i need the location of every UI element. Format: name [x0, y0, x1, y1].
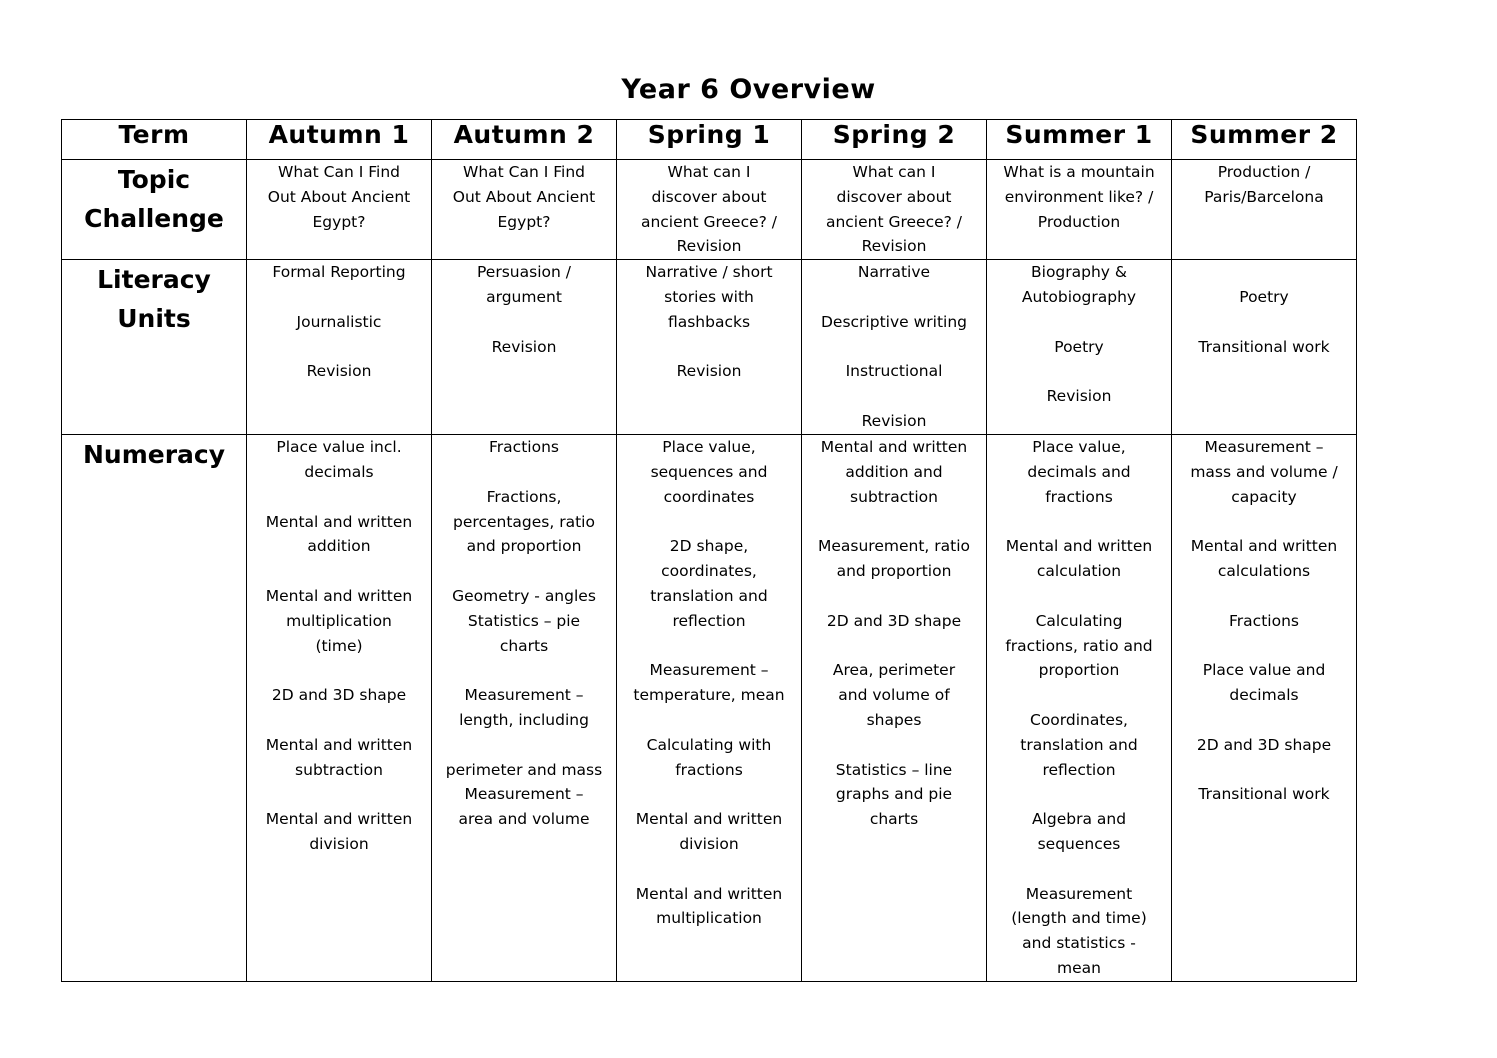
- cell-line: [432, 559, 616, 584]
- cell-line: Place value,: [1032, 438, 1126, 457]
- cell-line: Transitional work: [1198, 785, 1330, 804]
- cell-line: addition and: [845, 462, 943, 481]
- cell-line: ancient Greece? /: [640, 212, 778, 231]
- cell-line: [802, 335, 986, 360]
- cell-topic-challenge-spring-2: [802, 160, 987, 260]
- cell-numeracy-autumn-1: [247, 435, 432, 982]
- cell-line: Mental and written: [265, 810, 413, 829]
- cell-line: charts: [869, 810, 919, 829]
- cell-line: addition: [307, 537, 371, 556]
- cell-line: translation and: [650, 586, 768, 605]
- cell-line: Measurement: [1025, 884, 1133, 903]
- cell-numeracy-spring-1: [617, 435, 802, 982]
- cell-line: coordinates,: [661, 562, 757, 581]
- cell-line: Paris/Barcelona: [1204, 187, 1324, 206]
- cell-line: Measurement, ratio: [817, 537, 970, 556]
- cell-line: (length and time): [1011, 909, 1147, 928]
- cell-line: [617, 510, 801, 535]
- cell-line: percentages, ratio: [453, 512, 595, 531]
- cell-line: [802, 384, 986, 409]
- cell-line: Place value,: [662, 438, 756, 457]
- cell-line: [1172, 758, 1356, 783]
- cell-literacy-units-autumn-2: [432, 260, 617, 435]
- cell-line: Production: [1037, 212, 1121, 231]
- cell-line: What is a mountain: [1003, 163, 1155, 181]
- cell-topic-challenge-summer-1: [987, 160, 1172, 260]
- cell-line: discover about: [836, 187, 952, 206]
- cell-line: Statistics – pie: [467, 611, 581, 630]
- cell-line: fractions: [675, 760, 743, 779]
- cell-line: fractions, ratio and: [1005, 636, 1153, 655]
- cell-numeracy-summer-1: [987, 435, 1172, 982]
- cell-line: 2D and 3D shape: [826, 611, 962, 630]
- cell-line: mean: [1057, 958, 1101, 977]
- cell-line: subtraction: [295, 760, 383, 779]
- cell-line: Place value incl.: [276, 438, 402, 457]
- cell-line: [247, 559, 431, 584]
- cell-line: Formal Reporting: [272, 263, 406, 282]
- cell-line: What Can I Find: [278, 163, 400, 181]
- cell-line: [247, 485, 431, 510]
- cell-line: [617, 782, 801, 807]
- cell-line: and volume of: [838, 686, 950, 705]
- cell-line: division: [309, 834, 369, 853]
- cell-line: Fractions: [489, 438, 559, 457]
- cell-line: Revision: [1046, 387, 1112, 406]
- cell-line: Measurement –: [649, 661, 769, 680]
- cell-line: Egypt?: [312, 212, 366, 231]
- cell-line: multiplication: [656, 909, 762, 928]
- cell-line: Fractions,: [486, 487, 562, 506]
- cell-line: Instructional: [845, 362, 943, 381]
- cell-line: [432, 733, 616, 758]
- cell-line: Calculating: [1035, 611, 1123, 630]
- cell-numeracy-spring-2: [802, 435, 987, 982]
- cell-line: (time): [315, 636, 363, 655]
- cell-line: [247, 708, 431, 733]
- cell-line: Mental and written: [265, 586, 413, 605]
- cell-line: What can I: [852, 163, 936, 181]
- cell-line: [617, 335, 801, 360]
- cell-line: Measurement –: [1204, 438, 1324, 457]
- row-label-numeracy: [62, 435, 247, 982]
- cell-line: [802, 510, 986, 535]
- column-header-autumn-2: Autumn 2: [432, 120, 617, 160]
- cell-line: coordinates: [663, 487, 755, 506]
- cell-line: Narrative: [857, 263, 931, 282]
- header-row: [62, 120, 1357, 160]
- cell-line: Out About Ancient: [267, 187, 411, 206]
- cell-literacy-units-spring-1: [617, 260, 802, 435]
- cell-line: Poetry: [1054, 337, 1104, 356]
- cell-line: [247, 285, 431, 310]
- page-title: Year 6 Overview: [621, 74, 876, 105]
- row-label-line: Literacy: [97, 265, 211, 295]
- cell-line: graphs and pie: [835, 785, 953, 804]
- cell-line: Algebra and: [1031, 810, 1127, 829]
- cell-line: Persuasion /: [477, 263, 571, 282]
- cell-line: 2D shape,: [669, 537, 749, 556]
- cell-line: Mental and written: [265, 735, 413, 754]
- cell-line: [432, 460, 616, 485]
- cell-line: ancient Greece? /: [825, 212, 963, 231]
- cell-line: calculation: [1036, 562, 1122, 581]
- cell-line: [247, 782, 431, 807]
- cell-line: decimals: [304, 462, 374, 481]
- cell-line: decimals: [1229, 686, 1299, 705]
- cell-line: Statistics – line: [835, 760, 953, 779]
- row-label-topic-challenge: [62, 160, 247, 260]
- cell-line: Revision: [861, 411, 927, 430]
- cell-line: Area, perimeter: [832, 661, 956, 680]
- row-label-line: Numeracy: [82, 440, 226, 470]
- cell-line: Egypt?: [497, 212, 551, 231]
- cell-line: [247, 658, 431, 683]
- cell-line: mass and volume /: [1190, 462, 1338, 481]
- cell-line: [802, 584, 986, 609]
- cell-line: subtraction: [850, 487, 938, 506]
- cell-line: Revision: [306, 362, 372, 381]
- cell-line: [432, 658, 616, 683]
- cell-line: [987, 782, 1171, 807]
- cell-line: [1172, 310, 1356, 335]
- row-numeracy: [62, 435, 1357, 982]
- cell-line: and proportion: [836, 562, 952, 581]
- cell-line: [617, 857, 801, 882]
- cell-line: environment like? /: [1004, 187, 1154, 206]
- cell-line: What can I: [667, 163, 751, 181]
- cell-line: Transitional work: [1198, 337, 1330, 356]
- cell-line: fractions: [1045, 487, 1113, 506]
- column-header-autumn-1: Autumn 1: [247, 120, 432, 160]
- cell-topic-challenge-autumn-2: [432, 160, 617, 260]
- cell-line: Calculating with: [646, 735, 772, 754]
- cell-line: Production /: [1217, 163, 1311, 181]
- cell-line: shapes: [866, 710, 922, 729]
- cell-line: [432, 310, 616, 335]
- cell-line: and proportion: [466, 537, 582, 556]
- column-header-spring-2: Spring 2: [802, 120, 987, 160]
- column-header-summer-1: Summer 1: [987, 120, 1172, 160]
- cell-line: translation and: [1020, 735, 1138, 754]
- term-header: Term: [62, 120, 247, 160]
- cell-line: Revision: [676, 237, 742, 256]
- cell-topic-challenge-summer-2: [1172, 160, 1357, 260]
- cell-line: [1172, 260, 1356, 285]
- cell-line: length, including: [459, 710, 589, 729]
- cell-literacy-units-summer-1: [987, 260, 1172, 435]
- cell-line: Biography &: [1031, 263, 1127, 282]
- cell-line: Revision: [676, 362, 742, 381]
- cell-line: [1172, 634, 1356, 659]
- cell-line: Mental and written: [635, 884, 783, 903]
- cell-line: perimeter and mass: [445, 760, 603, 779]
- cell-line: decimals and: [1027, 462, 1131, 481]
- cell-line: Coordinates,: [1030, 710, 1128, 729]
- cell-line: flashbacks: [667, 312, 751, 331]
- cell-line: [987, 857, 1171, 882]
- cell-line: Mental and written: [1005, 537, 1153, 556]
- row-label-line: Topic: [117, 165, 191, 194]
- cell-line: Journalistic: [296, 312, 382, 331]
- cell-literacy-units-summer-2: [1172, 260, 1357, 435]
- cell-line: Descriptive writing: [820, 312, 967, 331]
- cell-line: Poetry: [1239, 287, 1289, 306]
- cell-line: [617, 634, 801, 659]
- cell-line: Revision: [861, 237, 927, 256]
- cell-line: [987, 584, 1171, 609]
- cell-line: Out About Ancient: [452, 187, 596, 206]
- cell-line: 2D and 3D shape: [271, 686, 407, 705]
- cell-line: Geometry - angles: [452, 586, 596, 605]
- overview-table: [61, 119, 1357, 982]
- cell-line: Mental and written: [820, 438, 968, 457]
- cell-line: [987, 510, 1171, 535]
- row-label-line: Units: [117, 304, 191, 334]
- cell-line: division: [679, 834, 739, 853]
- row-literacy-units: [62, 260, 1357, 435]
- cell-line: 2D and 3D shape: [1196, 735, 1332, 754]
- cell-line: Mental and written: [635, 810, 783, 829]
- cell-line: [802, 285, 986, 310]
- cell-line: [1172, 708, 1356, 733]
- cell-line: [802, 634, 986, 659]
- cell-line: argument: [486, 287, 562, 306]
- cell-line: Fractions: [1229, 611, 1299, 630]
- cell-line: reflection: [1042, 760, 1116, 779]
- column-header-spring-1: Spring 1: [617, 120, 802, 160]
- cell-numeracy-autumn-2: [432, 435, 617, 982]
- cell-line: [802, 733, 986, 758]
- column-header-summer-2: Summer 2: [1172, 120, 1357, 160]
- row-topic-challenge: [62, 160, 1357, 260]
- cell-line: sequences and: [650, 462, 768, 481]
- cell-line: [987, 683, 1171, 708]
- cell-topic-challenge-autumn-1: [247, 160, 432, 260]
- cell-line: Mental and written: [265, 512, 413, 531]
- cell-line: Measurement –: [464, 785, 584, 804]
- cell-line: discover about: [651, 187, 767, 206]
- cell-line: stories with: [664, 287, 754, 306]
- cell-numeracy-summer-2: [1172, 435, 1357, 982]
- cell-line: Place value and: [1202, 661, 1326, 680]
- cell-line: sequences: [1037, 834, 1121, 853]
- cell-line: Narrative / short: [645, 263, 773, 282]
- cell-line: Revision: [491, 337, 557, 356]
- cell-line: area and volume: [458, 810, 590, 829]
- cell-line: [617, 708, 801, 733]
- cell-line: multiplication: [286, 611, 392, 630]
- cell-line: Mental and written: [1190, 537, 1338, 556]
- cell-line: calculations: [1217, 562, 1311, 581]
- cell-line: capacity: [1231, 487, 1297, 506]
- cell-line: temperature, mean: [633, 686, 785, 705]
- cell-line: Autobiography: [1021, 287, 1137, 306]
- cell-line: charts: [499, 636, 549, 655]
- cell-line: [987, 310, 1171, 335]
- cell-line: [1172, 510, 1356, 535]
- row-label-line: Challenge: [84, 204, 224, 233]
- cell-line: [247, 335, 431, 360]
- cell-line: Measurement –: [464, 686, 584, 705]
- cell-line: [1172, 584, 1356, 609]
- cell-literacy-units-autumn-1: [247, 260, 432, 435]
- row-label-literacy-units: [62, 260, 247, 435]
- cell-line: What Can I Find: [463, 163, 585, 181]
- cell-line: reflection: [672, 611, 746, 630]
- cell-literacy-units-spring-2: [802, 260, 987, 435]
- cell-line: proportion: [1038, 661, 1120, 680]
- cell-line: and statistics -: [1022, 934, 1136, 953]
- cell-line: [987, 359, 1171, 384]
- cell-topic-challenge-spring-1: [617, 160, 802, 260]
